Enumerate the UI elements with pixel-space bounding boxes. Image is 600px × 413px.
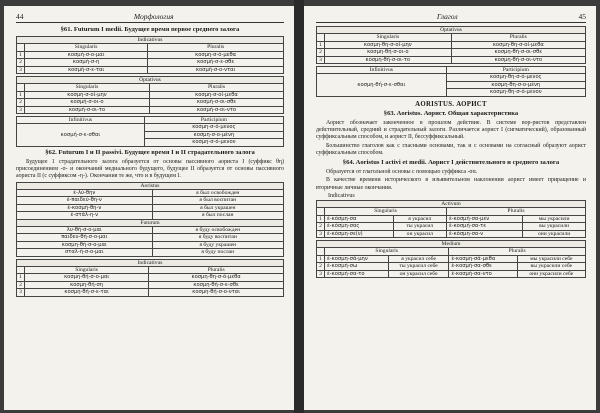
table-row: 3 ἐ-κόσμη-σε(ν) он украсил ἐ-κόσμη-σα-ν они украсили — [317, 230, 586, 237]
infinitive-form: κοσμη-θή-σ-ε-σθαι — [317, 74, 447, 96]
table-row: 2 ἐ-κόσμη-σας ты украсил ἐ-κοσμή-σα-τε вы украсили — [317, 223, 586, 230]
running-title: Морфология — [133, 12, 174, 21]
futurum-passive-optativus-table — [316, 26, 586, 64]
table-row: σταλ-ή-σ-ο-μαι я буду послан — [17, 249, 284, 256]
section-62-title: §62. Futurum I и II passivi. Будущее время I и II страдательного залога — [45, 148, 255, 156]
column-header: Singularis — [25, 84, 150, 91]
table-caption: Indicativus — [17, 37, 284, 44]
table-row: παιδευ-θή-σ-ο-μαι я буду воспитан — [17, 234, 284, 241]
mood-label: Indicativus — [328, 193, 355, 200]
table-row: 3 κοσμή-σ-οι-το κοσμή-σ-οι-ντο — [17, 106, 284, 113]
table-row: λυ-θή-σ-ο-μαι я буду освобожден — [17, 227, 284, 234]
column-header: Pluralis — [149, 84, 283, 91]
column-header: Pluralis — [446, 208, 585, 215]
section-63-paragraph: Аорист обозначает законченное в прошлом действие. В системе вор-ристов представлен действительный, средний и страдательный залоги. Различается аорист I (сигматический), образованный суффиксальным способом, и аорист II, бессуффиксальный. — [316, 119, 586, 141]
futurum-passive-indicativus-table — [16, 259, 284, 297]
table-caption: Indicativus — [17, 259, 284, 266]
table-caption: Aoristus — [17, 182, 284, 189]
table-row: 1 κοσμη-θή-σ-ο-μαι κοσμη-θη-σ-ό-μεθα — [17, 274, 284, 281]
table-caption: Medium — [317, 241, 586, 248]
table-row: ἐ-λύ-θην я был освобожден — [17, 189, 284, 196]
table-row: 2 κοσμη-θή-ση κοσμη-θή-σ-ε-σθε — [17, 281, 284, 288]
indicativus-table — [16, 36, 284, 74]
table-row: 1 κοσμή-σ-ο-μαι κοσμη-σ-ό-μεθα — [17, 51, 284, 58]
table-caption: Optativus — [17, 77, 284, 84]
table-caption: Activum — [317, 201, 586, 208]
table-row: 3 κοσμη-θή-σ-ε-ται κοσμη-θή-σ-ο-νται — [17, 289, 284, 296]
section-63-title: §63. Aoristus. Аорист. Общая характеристика — [383, 109, 519, 117]
aoristus-heading: AORISTUS. АОРИСТ — [415, 100, 487, 108]
column-header: Singularis — [325, 208, 447, 215]
column-header: Infinitivus — [17, 117, 145, 124]
table-row: 1 ἐ-κοσμη-σά-μην я украсил себе ἐ-κοσμη-σά-μεθα мы украсили себе — [317, 255, 586, 262]
table-row: ἐ-κοσμή-θη-ν я был украшен — [17, 204, 284, 211]
table-row: 1 ἐ-κόσμη-σα я украсил ἐ-κοσμή-σα-μεν мы украсили — [317, 215, 586, 222]
column-header: Singularis — [325, 34, 452, 41]
section-63-paragraph: Большинство глаголов как с гласными основами, так и с основами на согласный образуют аорист суффиксальным способом. — [316, 142, 586, 156]
table-row: 2 κοσμη-θή-σ-οι-ο κοσμη-θή-σ-οι-σθε — [317, 49, 586, 56]
table-row: 2 κοσμή-σ-η κοσμή-σ-ε-σθε — [17, 59, 284, 66]
column-header: Participium — [144, 117, 283, 124]
right-page — [304, 6, 596, 410]
table-caption: Optativus — [317, 27, 586, 34]
table-row: κοσμη-θή-σ-ο-μαι я буду украшен — [17, 241, 284, 248]
section-64-paragraph: В качестве времени исторического в изъявительном наклонении аорист имеет приращение и вторичные личные окончания. — [316, 177, 586, 191]
table-row: 1 κοσμη-σ-οί-μην κοσμη-σ-οί-μεθα — [17, 91, 284, 98]
table-row: 2 κοσμή-σ-οι-ο κοσμή-σ-οι-σθε — [17, 99, 284, 106]
book-gutter — [294, 0, 304, 413]
running-head-left — [16, 12, 284, 23]
participle-form: κοσμη-σ-ό-μενος — [144, 124, 283, 131]
aorist-medium-table — [316, 240, 586, 278]
section-64-paragraph: Образуется от глагольной основы с помощью суффикса -σα. — [326, 169, 478, 176]
section-62-text: Будущее 1 страдательного залога образуется от основы пассивного аориста I (суффикс θη) присоединением -σ- и окончаний медиального будущего, будущее II образуется от основы пассивного аориста II (с суффиксом -η-). Окончания те же, что и в будущем I. — [16, 158, 284, 180]
column-header: Pluralis — [449, 248, 586, 255]
participle-form: κοσμη-θη-σ-ό-μενος — [446, 74, 585, 81]
column-header: Singularis — [25, 267, 149, 274]
aoristus-table — [16, 182, 284, 257]
table-row: 3 κοσμή-σ-ε-ται κοσμή-σ-ο-νται — [17, 66, 284, 73]
table-row: ἐ-παιδεύ-θη-ν я был воспитан — [17, 197, 284, 204]
column-header: Pluralis — [149, 267, 284, 274]
infinitive-participle-table — [316, 66, 586, 97]
left-page — [4, 6, 294, 410]
table-row: 3 κοσμη-θή-σ-οι-το κοσμη-θή-σ-οι-ντο — [317, 56, 586, 63]
infinitive-form: κοσμή-σ-ε-σθαι — [17, 124, 145, 146]
aorist-activum-table — [316, 200, 586, 238]
table-row: ἐ-στάλ-η-ν я был послан — [17, 212, 284, 219]
table-row: 2 ἐ-κοσμή-σω ты украсил себе ἐ-κοσμή-σα-σθε вы украсили себе — [317, 263, 586, 270]
page-number: 45 — [578, 12, 586, 21]
column-header: Singularis — [25, 44, 148, 51]
page-number: 44 — [16, 12, 24, 21]
running-head-right — [316, 12, 586, 23]
participle-form: κοσμη-σ-ό-μενον — [144, 139, 283, 146]
section-61-title: §61. Futurum I medii. Будущее время первое среднего залога — [60, 26, 240, 33]
infinitive-participle-table — [16, 116, 284, 147]
optativus-table — [16, 76, 284, 114]
table-caption: Futurum — [17, 219, 284, 226]
table-row: 1 κοσμη-θη-σ-οί-μην κοσμη-θη-σ-οί-μεθα — [317, 41, 586, 48]
participle-form: κοσμη-θη-σ-ό-μενον — [446, 89, 585, 96]
running-title: Глагол — [436, 12, 458, 21]
column-header: Participium — [446, 67, 585, 74]
table-row: 3 ἐ-κοσμή-σα-το он украсил себе ἐ-κοσμή-σα-ντο они украсили себе — [317, 270, 586, 277]
participle-form: κοσμη-σ-ο-μένη — [144, 131, 283, 138]
section-64-title: §64. Aoristus I activi et medii. Аорист I действительного и среднего залога — [342, 159, 560, 167]
column-header: Singularis — [325, 248, 449, 255]
column-header: Pluralis — [451, 34, 585, 41]
column-header: Infinitivus — [317, 67, 447, 74]
column-header: Pluralis — [148, 44, 284, 51]
participle-form: κοσμη-θη-σ-ο-μένη — [446, 81, 585, 88]
